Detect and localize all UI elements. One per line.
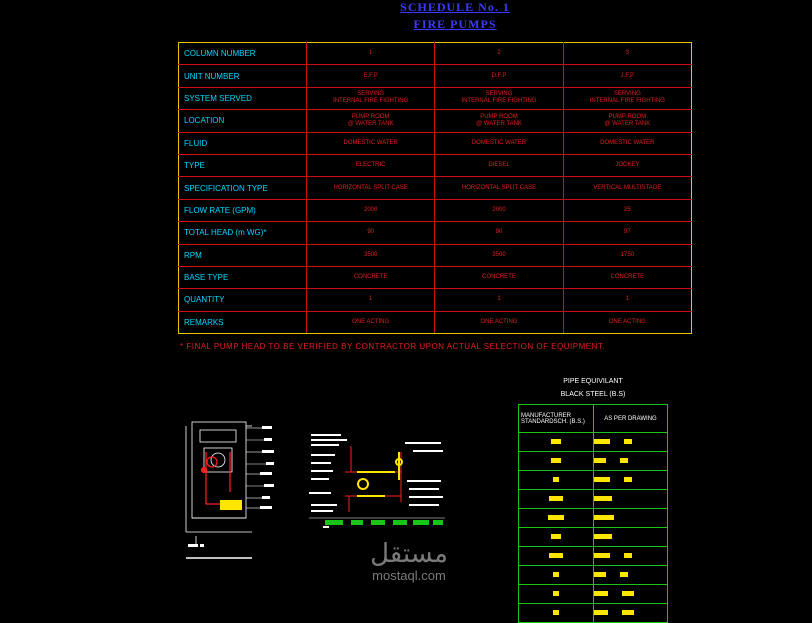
drawing-size-symbol bbox=[594, 585, 668, 604]
schedule-cell: 97 bbox=[563, 222, 691, 244]
schedule-cell: 2 bbox=[435, 43, 563, 65]
drawing-size-symbol bbox=[594, 528, 668, 547]
schedule-cell: DOMESTIC WATER bbox=[563, 132, 691, 154]
schedule-cell: HORIZONTAL SPLIT CASE bbox=[435, 177, 563, 199]
pipe-header-as-per-drawing: AS PER DRAWING bbox=[594, 405, 668, 433]
schedule-cell: HORIZONTAL SPLIT CASE bbox=[307, 177, 435, 199]
pipe-symbol-bar bbox=[551, 458, 561, 463]
schedule-cell: SERVING INTERNAL FIRE FIGHTING bbox=[435, 87, 563, 109]
pipe-symbol-bar bbox=[548, 515, 564, 520]
schedule-row-label: SPECIFICATION TYPE bbox=[179, 177, 307, 199]
schedule-row-label: LOCATION bbox=[179, 110, 307, 132]
pipe-symbol-bar bbox=[553, 610, 559, 615]
schedule-cell: 3500 bbox=[435, 244, 563, 266]
pipe-size-symbol bbox=[519, 566, 594, 585]
schedule-cell: DOMESTIC WATER bbox=[435, 132, 563, 154]
schedule-cell: 2000 bbox=[307, 199, 435, 221]
schedule-cell: 25 bbox=[563, 199, 691, 221]
pipe-symbol-bar bbox=[551, 534, 561, 539]
schedule-row bbox=[179, 65, 692, 87]
drawing-symbol-bar bbox=[620, 572, 628, 577]
schedule-cell: 3 bbox=[563, 43, 691, 65]
pipe-row bbox=[519, 566, 668, 585]
pipe-symbol-bar bbox=[553, 591, 559, 596]
schedule-cell: D.F.P bbox=[435, 65, 563, 87]
pipe-equivalent-subtitle: BLACK STEEL (B.S) bbox=[560, 391, 626, 398]
pipe-size-symbol bbox=[519, 433, 594, 452]
pipe-row bbox=[519, 490, 668, 509]
schedule-cell: J.F.P bbox=[563, 65, 691, 87]
drawing-symbol-bar bbox=[622, 591, 634, 596]
schedule-cell: CONCRETE bbox=[435, 266, 563, 288]
drawing-symbol-bar bbox=[594, 572, 606, 577]
drawing-size-symbol bbox=[594, 566, 668, 585]
drawing-symbol-bar bbox=[594, 477, 610, 482]
schedule-row bbox=[179, 87, 692, 109]
pipe-row bbox=[519, 547, 668, 566]
pump-top-box bbox=[200, 430, 236, 442]
schedule-cell: SERVING INTERNAL FIRE FIGHTING bbox=[563, 87, 691, 109]
schedule-cell: PUMP ROOM @ WATER TANK bbox=[307, 110, 435, 132]
schedule-cell: PUMP ROOM @ WATER TANK bbox=[563, 110, 691, 132]
drawing-symbol-bar bbox=[622, 610, 634, 615]
schedule-title: SCHEDULE No. 1 bbox=[400, 0, 510, 14]
drawing-symbol-bar bbox=[594, 458, 606, 463]
schedule-cell: 3500 bbox=[307, 244, 435, 266]
pipe-size-symbol bbox=[519, 604, 594, 623]
schedule-cell: 2000 bbox=[435, 199, 563, 221]
schedule-row bbox=[179, 244, 692, 266]
pipe-size-symbol bbox=[519, 547, 594, 566]
schedule-row bbox=[179, 199, 692, 221]
schedule-cell: 1750 bbox=[563, 244, 691, 266]
pipe-row bbox=[519, 433, 668, 452]
schedule-cell: ONE ACTING bbox=[307, 311, 435, 333]
schedule-row bbox=[179, 132, 692, 154]
schedule-row bbox=[179, 266, 692, 288]
schedule-cell: 1 bbox=[563, 289, 691, 311]
schedule-cell: CONCRETE bbox=[307, 266, 435, 288]
schedule-subtitle: FIRE PUMPS bbox=[413, 17, 497, 31]
pipe-size-symbol bbox=[519, 471, 594, 490]
drawing-symbol-bar bbox=[594, 439, 610, 444]
schedule-row-label: TOTAL HEAD (m WG)* bbox=[179, 222, 307, 244]
pipe-row bbox=[519, 452, 668, 471]
drawing-size-symbol bbox=[594, 547, 668, 566]
schedule-row bbox=[179, 43, 692, 65]
drawing-symbol-bar bbox=[624, 553, 632, 558]
schedule-row-label: RPM bbox=[179, 244, 307, 266]
pipe-symbol-bar bbox=[549, 553, 563, 558]
pipe-size-symbol bbox=[519, 509, 594, 528]
schedule-row-label: UNIT NUMBER bbox=[179, 65, 307, 87]
schedule-cell: 90 bbox=[435, 222, 563, 244]
schedule-row bbox=[179, 222, 692, 244]
pipe-row bbox=[519, 528, 668, 547]
drawing-symbol-bar bbox=[594, 591, 608, 596]
drawing-symbol-bar bbox=[594, 610, 608, 615]
schedule-row-label: QUANTITY bbox=[179, 289, 307, 311]
schedule-row-label: TYPE bbox=[179, 154, 307, 176]
drawing-size-symbol bbox=[594, 433, 668, 452]
schedule-cell: ONE ACTING bbox=[563, 311, 691, 333]
schedule-cell: 1 bbox=[307, 289, 435, 311]
pipe-row bbox=[519, 471, 668, 490]
drawing-symbol-bar bbox=[594, 496, 612, 501]
yellow-base bbox=[220, 500, 242, 510]
drawing-size-symbol bbox=[594, 604, 668, 623]
drawing-symbol-bar bbox=[594, 534, 612, 539]
schedule-cell: 1 bbox=[307, 43, 435, 65]
schedule-footnote: * FINAL PUMP HEAD TO BE VERIFIED BY CONTRACTOR UPON ACTUAL SELECTION OF EQUIPMENT. bbox=[180, 342, 606, 351]
drawing-symbol-bar bbox=[624, 439, 632, 444]
drawing-size-symbol bbox=[594, 452, 668, 471]
pipe-row bbox=[519, 585, 668, 604]
drawing-size-symbol bbox=[594, 490, 668, 509]
pipe-symbol-bar bbox=[549, 496, 563, 501]
drawing-symbol-bar bbox=[594, 515, 614, 520]
schedule-row bbox=[179, 154, 692, 176]
schedule-row bbox=[179, 110, 692, 132]
pipe-header-manufacturer: MANUFACTURER STANDARDSCH. (B.S.) bbox=[519, 405, 594, 433]
schedule-cell: ELECTRIC bbox=[307, 154, 435, 176]
schedule-row bbox=[179, 177, 692, 199]
pipe-size-symbol bbox=[519, 528, 594, 547]
schedule-row-label: BASE TYPE bbox=[179, 266, 307, 288]
watermark-arabic: مستقل bbox=[370, 539, 448, 569]
fire-pump-schedule-table bbox=[178, 42, 692, 334]
drawing-symbol-bar bbox=[620, 458, 628, 463]
schedule-cell: 90 bbox=[307, 222, 435, 244]
pipe-equivalent-title: PIPE EQUIVILANT bbox=[563, 378, 623, 385]
schedule-cell: CONCRETE bbox=[563, 266, 691, 288]
pipe-symbol-bar bbox=[553, 572, 559, 577]
pipe-equivalent-table bbox=[518, 404, 668, 623]
schedule-cell: JOCKEY bbox=[563, 154, 691, 176]
schedule-cell: DOMESTIC WATER bbox=[307, 132, 435, 154]
pipe-layout-drawing bbox=[305, 432, 465, 532]
schedule-row-label: REMARKS bbox=[179, 311, 307, 333]
drawing-symbol-bar bbox=[594, 553, 610, 558]
drawing-size-symbol bbox=[594, 509, 668, 528]
pipe-size-symbol bbox=[519, 490, 594, 509]
schedule-cell: DIESEL bbox=[435, 154, 563, 176]
pipe-symbol-bar bbox=[551, 439, 561, 444]
schedule-row-label: FLUID bbox=[179, 132, 307, 154]
schedule-row-label: COLUMN NUMBER bbox=[179, 43, 307, 65]
schedule-cell: SERVING INTERNAL FIRE FIGHTING bbox=[307, 87, 435, 109]
pipe-size-symbol bbox=[519, 452, 594, 471]
schedule-cell: PUMP ROOM @ WATER TANK bbox=[435, 110, 563, 132]
watermark bbox=[354, 540, 464, 583]
red-pipe-run bbox=[206, 452, 230, 504]
schedule-cell: 1 bbox=[435, 289, 563, 311]
pipe-size-symbol bbox=[519, 585, 594, 604]
pump-section-drawing bbox=[182, 412, 282, 570]
schedule-row bbox=[179, 311, 692, 333]
schedule-cell: VERTICAL MULTISTAGE bbox=[563, 177, 691, 199]
pipe-row bbox=[519, 604, 668, 623]
schedule-row-label: SYSTEM SERVED bbox=[179, 87, 307, 109]
pipe-table-header bbox=[519, 405, 668, 433]
schedule-row-label: FLOW RATE (GPM) bbox=[179, 199, 307, 221]
drawing-symbol-bar bbox=[624, 477, 632, 482]
pipe-row bbox=[519, 509, 668, 528]
schedule-cell: ONE ACTING bbox=[435, 311, 563, 333]
drawing-size-symbol bbox=[594, 471, 668, 490]
schedule-row bbox=[179, 289, 692, 311]
schedule-cell: E.F.P bbox=[307, 65, 435, 87]
pipe-symbol-bar bbox=[553, 477, 559, 482]
watermark-latin: mostaql.com bbox=[372, 568, 446, 583]
